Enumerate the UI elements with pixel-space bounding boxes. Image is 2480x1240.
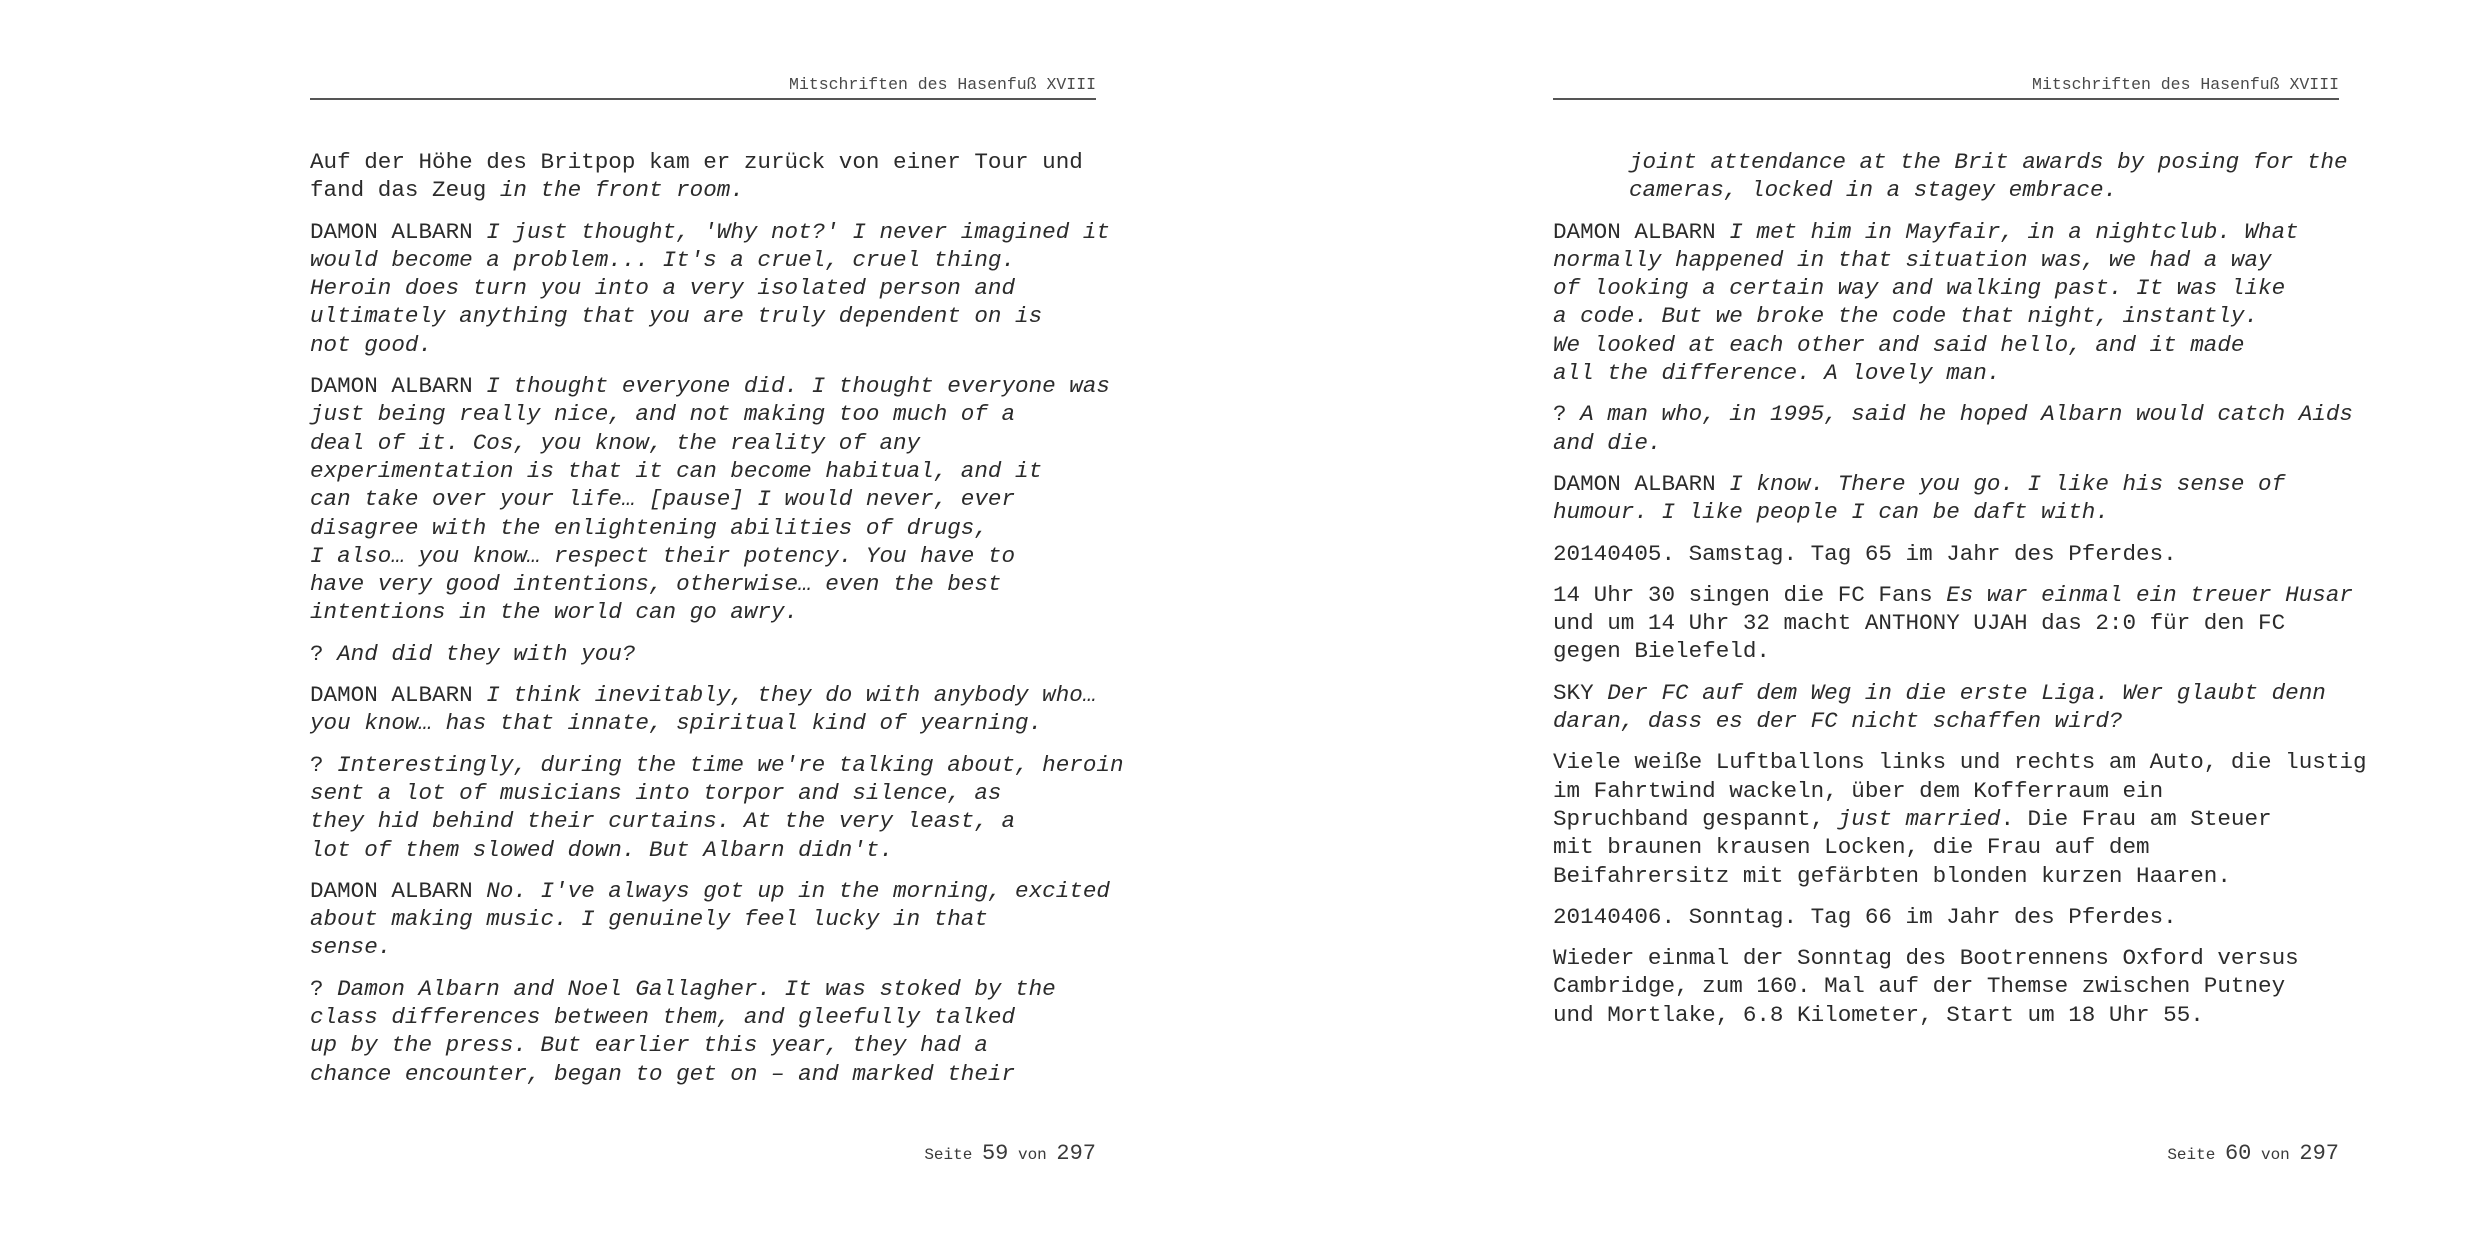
text-run: 20140405. Samstag. Tag 65 im Jahr des Pferdes.: [1553, 540, 2177, 567]
page-footer: [2167, 1140, 2339, 1169]
italic-text: normally happened in that situation was, we had a way: [1553, 246, 2272, 273]
text-line: [1553, 833, 2339, 861]
text-line: [310, 514, 1096, 542]
text-line: [1553, 331, 2339, 359]
text-run: Viele weiße Luftballons links und rechts am Auto, die lustig: [1553, 749, 2367, 776]
text-line: [1553, 429, 2339, 457]
paragraph: [310, 640, 1096, 668]
italic-text: experimentation is that it can become habitual, and it: [310, 457, 1043, 484]
text-line: [310, 429, 1096, 457]
text-line: [310, 640, 1096, 668]
text-run: DAMON ALBARN: [310, 373, 487, 400]
text-run: ?: [310, 640, 338, 667]
italic-text: not good.: [310, 331, 433, 358]
text-line: [1553, 246, 2339, 274]
text-line: [1553, 470, 2339, 498]
text-line: [1553, 903, 2339, 931]
footer-von-label: von: [1017, 1146, 1047, 1164]
paragraph: [1553, 748, 2367, 889]
text-run: . Die Frau am Steuer: [2000, 805, 2272, 832]
text-line: [310, 400, 1096, 428]
text-run: 20140406. Sonntag. Tag 66 im Jahr des Pferdes.: [1553, 903, 2177, 930]
italic-text: deal of it. Cos, you know, the reality of any: [310, 429, 921, 456]
text-line: [1553, 679, 2339, 707]
text-run: DAMON ALBARN: [310, 218, 487, 245]
text-run: 14 Uhr 30 singen die FC Fans: [1553, 581, 1947, 608]
text-line: [310, 570, 1096, 598]
paragraph: [310, 751, 1124, 864]
italic-text: they hid behind their curtains. At the very least, a: [310, 808, 1016, 835]
text-line: [310, 485, 1096, 513]
right-page: [1553, 0, 2367, 1240]
text-line: [1629, 176, 2339, 204]
text-run: ?: [310, 975, 338, 1002]
paragraph: [1553, 470, 2339, 527]
text-line: [310, 836, 1096, 864]
text-line: [1553, 777, 2339, 805]
text-run: Wieder einmal der Sonntag des Bootrennens Oxford versus: [1553, 945, 2299, 972]
text-line: [1553, 609, 2339, 637]
italic-text: in the front room.: [499, 177, 744, 204]
text-line: [310, 176, 1096, 204]
italic-text: I think inevitably, they do with anybody who…: [486, 682, 1097, 709]
text-line: [310, 975, 1096, 1003]
text-run: und um 14 Uhr 32 macht ANTHONY UJAH das 2:0 für den FC: [1553, 610, 2286, 637]
text-line: [310, 598, 1096, 626]
text-line: [310, 877, 1110, 905]
text-run: SKY: [1553, 679, 1608, 706]
italic-text: Es war einmal ein treuer Husar: [1946, 581, 2353, 608]
italic-text: all the difference. A lovely man.: [1553, 360, 2001, 387]
italic-text: Der FC auf dem Weg in die erste Liga. Wer glaubt denn: [1607, 679, 2326, 706]
text-run: DAMON ALBARN: [310, 682, 487, 709]
text-run: Cambridge, zum 160. Mal auf der Themse zwischen Putney: [1553, 973, 2286, 1000]
text-line: [1553, 218, 2339, 246]
text-run: mit braunen krausen Locken, die Frau auf dem: [1553, 834, 2150, 861]
italic-text: of looking a certain way and walking past. It was like: [1553, 275, 2286, 302]
running-header: Mitschriften des Hasenfuß XVIII: [1553, 74, 2339, 100]
text-line: [1553, 274, 2339, 302]
text-line: [1553, 748, 2367, 776]
text-line: [1629, 148, 2348, 176]
italic-text: lot of them slowed down. But Albarn didn't.: [310, 836, 894, 863]
paragraph: [1553, 218, 2339, 388]
text-run: ?: [1553, 401, 1581, 428]
italic-text: I also… you know… respect their potency. You have to: [310, 542, 1016, 569]
text-line: [310, 372, 1110, 400]
text-line: [310, 274, 1096, 302]
page-total: 297: [1056, 1141, 1096, 1166]
text-run: im Fahrtwind wackeln, über dem Kofferraum ein: [1553, 777, 2164, 804]
text-run: Auf der Höhe des Britpop kam er zurück von einer Tour und: [310, 149, 1083, 175]
text-line: [310, 1060, 1096, 1088]
text-run: DAMON ALBARN: [310, 877, 487, 904]
italic-text: A man who, in 1995, said he hoped Albarn would catch Aids: [1580, 401, 2353, 428]
text-line: [310, 779, 1096, 807]
text-line: [310, 302, 1096, 330]
paragraph: [310, 681, 1096, 738]
italic-text: cameras, locked in a stagey embrace.: [1629, 177, 2118, 204]
paragraph: [1553, 581, 2353, 666]
text-run: und Mortlake, 6.8 Kilometer, Start um 18 Uhr 55.: [1553, 1001, 2204, 1028]
italic-text: No. I've always got up in the morning, excited: [486, 877, 1110, 904]
text-line: [1553, 581, 2353, 609]
italic-text: Interestingly, during the time we're talking about, heroin: [337, 751, 1124, 778]
italic-text: And did they with you?: [337, 640, 636, 667]
italic-text: chance encounter, began to get on – and marked their: [310, 1060, 1016, 1087]
text-run: Beifahrersitz mit gefärbten blonden kurzen Haaren.: [1553, 862, 2231, 889]
italic-text: about making music. I genuinely feel lucky in that: [310, 906, 988, 933]
paragraph: [310, 975, 1096, 1088]
text-line: [310, 933, 1096, 961]
text-line: [310, 246, 1096, 274]
italic-text: ultimately anything that you are truly dependent on is: [310, 303, 1043, 330]
text-line: [1553, 944, 2339, 972]
italic-text: humour. I like people I can be daft with.: [1553, 499, 2109, 526]
italic-text: We looked at each other and said hello, and it made: [1553, 331, 2245, 358]
text-line: [1553, 707, 2339, 735]
text-line: [310, 542, 1096, 570]
italic-text: a code. But we broke the code that night, instantly.: [1553, 303, 2259, 330]
page-body: [310, 148, 1124, 1101]
page-number: 60: [2224, 1141, 2252, 1166]
text-line: [1553, 805, 2339, 833]
text-line: [1553, 400, 2353, 428]
text-run: ?: [310, 751, 338, 778]
paragraph: [1553, 944, 2339, 1029]
paragraph: [310, 148, 1096, 205]
text-line: [310, 148, 1096, 176]
text-line: [1553, 498, 2339, 526]
italic-text: can take over your life… [pause] I would never, ever: [310, 486, 1016, 513]
italic-text: intentions in the world can go awry.: [310, 599, 799, 626]
text-line: [310, 751, 1124, 779]
text-line: [1553, 540, 2339, 568]
italic-text: and die.: [1553, 429, 1662, 456]
paragraph: [310, 372, 1110, 627]
paragraph: [1553, 400, 2353, 457]
page-body: [1553, 148, 2367, 1042]
paragraph: [1553, 903, 2339, 931]
footer-seite-label: Seite: [924, 1146, 973, 1164]
italic-text: I know. There you go. I like his sense of: [1729, 470, 2286, 497]
running-header: Mitschriften des Hasenfuß XVIII: [310, 74, 1096, 100]
text-line: [310, 457, 1096, 485]
italic-text: you know… has that innate, spiritual kind of yearning.: [310, 710, 1043, 737]
italic-text: I thought everyone did. I thought everyone was: [486, 373, 1110, 400]
italic-text: class differences between them, and gleefully talked: [310, 1004, 1016, 1031]
italic-text: just married: [1837, 805, 2001, 832]
text-line: [310, 709, 1096, 737]
text-line: [310, 905, 1096, 933]
text-line: [1553, 637, 2339, 665]
page-total: 297: [2299, 1141, 2339, 1166]
paragraph: [1553, 679, 2339, 736]
page-footer: [924, 1140, 1096, 1169]
italic-text: sense.: [310, 934, 392, 961]
text-line: [310, 218, 1110, 246]
text-line: [1553, 302, 2339, 330]
footer-seite-label: Seite: [2167, 1146, 2216, 1164]
italic-text: I met him in Mayfair, in a nightclub. What: [1729, 218, 2299, 245]
text-run: fand das Zeug: [310, 177, 500, 204]
italic-text: just being really nice, and not making too much of a: [310, 401, 1016, 428]
text-run: DAMON ALBARN: [1553, 470, 1730, 497]
text-line: [310, 331, 1096, 359]
italic-text: Heroin does turn you into a very isolated person and: [310, 275, 1016, 302]
text-line: [1553, 1001, 2339, 1029]
text-line: [310, 807, 1096, 835]
footer-von-label: von: [2260, 1146, 2290, 1164]
paragraph: [310, 877, 1110, 962]
text-line: [1553, 862, 2339, 890]
paragraph: [310, 218, 1110, 359]
italic-text: have very good intentions, otherwise… even the best: [310, 571, 1002, 598]
text-line: [1553, 359, 2339, 387]
page-number: 59: [981, 1141, 1009, 1166]
italic-text: daran, dass es der FC nicht schaffen wird?: [1553, 708, 2123, 735]
text-run: gegen Bielefeld.: [1553, 638, 1770, 665]
paragraph: [1553, 540, 2339, 568]
paragraph: [1553, 148, 2348, 205]
text-run: DAMON ALBARN: [1553, 218, 1730, 245]
text-line: [310, 681, 1097, 709]
italic-text: I just thought, 'Why not?' I never imagined it: [486, 218, 1110, 245]
italic-text: up by the press. But earlier this year, they had a: [310, 1032, 988, 1059]
text-line: [1553, 972, 2339, 1000]
italic-text: joint attendance at the Brit awards by posing for the: [1629, 149, 2348, 175]
italic-text: sent a lot of musicians into torpor and silence, as: [310, 779, 1002, 806]
text-line: [310, 1003, 1096, 1031]
italic-text: disagree with the enlightening abilities of drugs,: [310, 514, 988, 541]
text-run: Spruchband gespannt,: [1553, 805, 1838, 832]
text-line: [310, 1031, 1096, 1059]
italic-text: Damon Albarn and Noel Gallagher. It was stoked by the: [337, 975, 1056, 1002]
left-page: [310, 0, 1124, 1240]
italic-text: would become a problem... It's a cruel, cruel thing.: [310, 246, 1016, 273]
